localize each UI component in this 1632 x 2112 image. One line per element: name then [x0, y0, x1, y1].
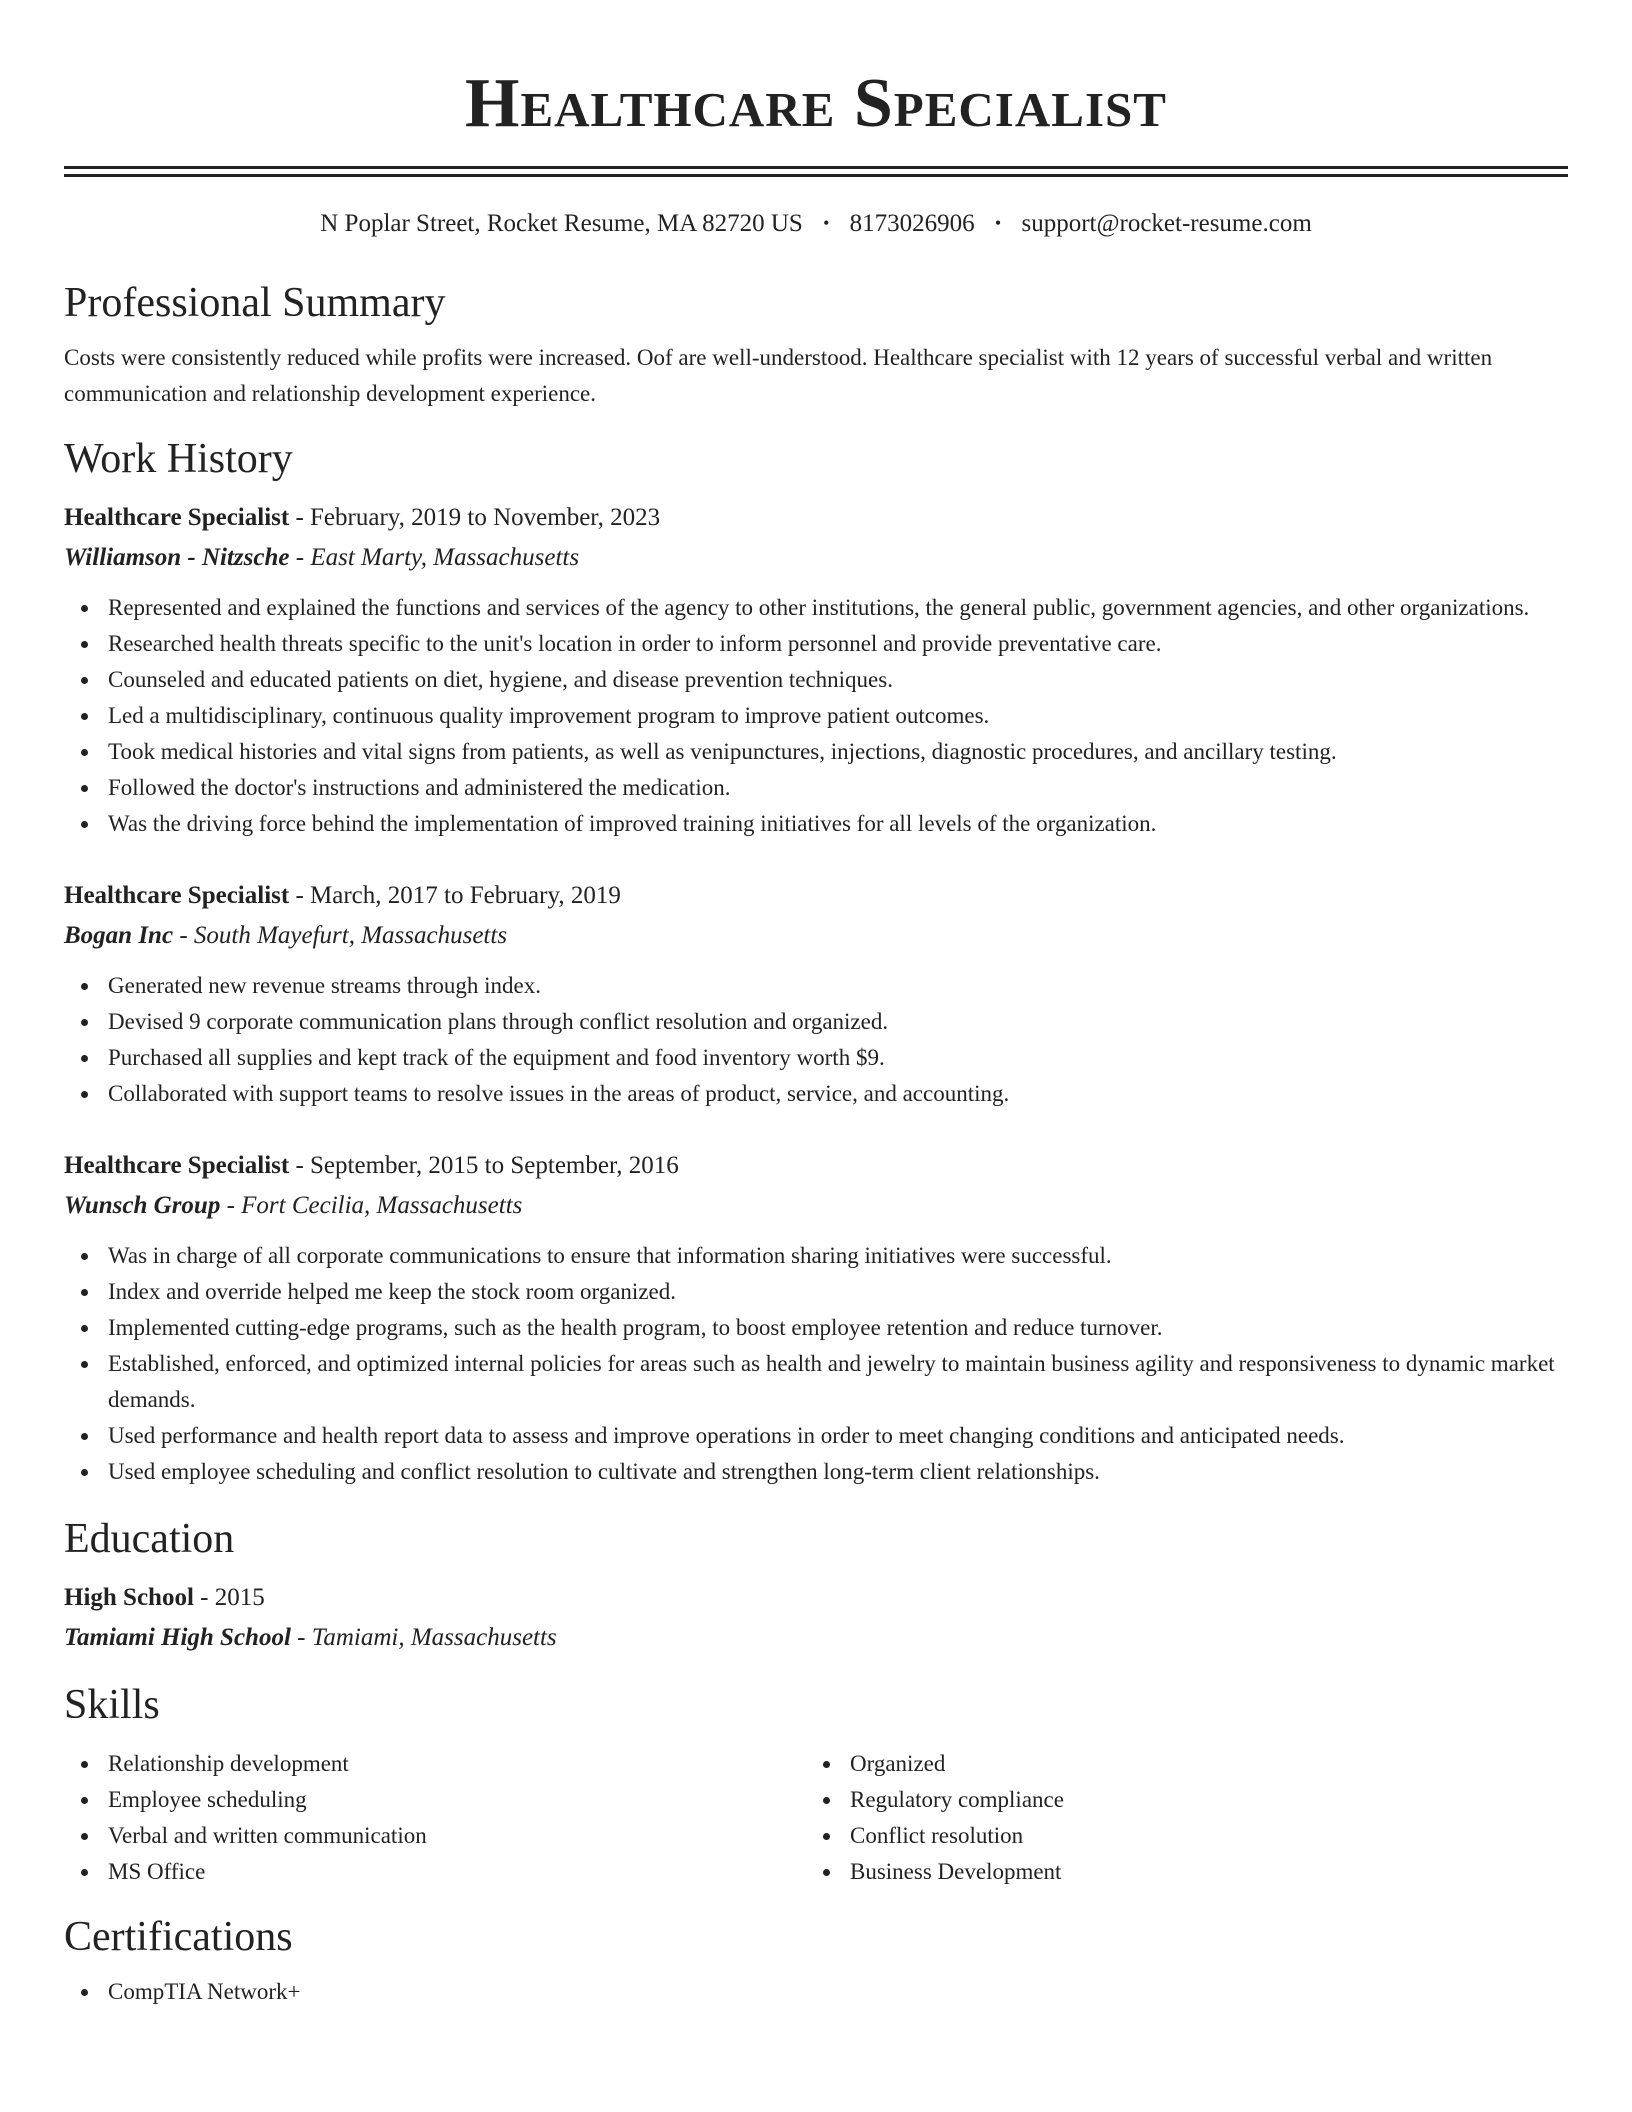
certifications-heading: Certifications — [64, 1914, 293, 1960]
skill-item: Organized — [850, 1746, 1548, 1782]
list-item: Established, enforced, and optimized internal policies for areas such as health and jewelry to maintain business agility and responsiveness to dynamic market demands. — [108, 1346, 1568, 1418]
contact-line — [64, 209, 1568, 240]
job-title-line — [64, 498, 1568, 538]
contact-separator: • — [994, 213, 1002, 233]
education-entry — [64, 1578, 1568, 1658]
list-item: Used employee scheduling and conflict resolution to cultivate and strengthen long-term client relationships. — [108, 1454, 1568, 1490]
contact-address: N Poplar Street, Rocket Resume, MA 82720 US — [320, 210, 803, 237]
job-company-line — [64, 916, 1568, 956]
job-company: Williamson - Nitzsche — [64, 544, 290, 571]
list-item: Counseled and educated patients on diet, hygiene, and disease prevention techniques. — [108, 662, 1568, 698]
job-company-line — [64, 538, 1568, 578]
list-item: Led a multidisciplinary, continuous quality improvement program to improve patient outcomes. — [108, 698, 1568, 734]
education-degree-line — [64, 1578, 1568, 1618]
contact-phone: 8173026906 — [849, 210, 975, 237]
job-entry — [64, 876, 1568, 1112]
skills-right-column — [806, 1746, 1548, 1890]
education-degree: High School — [64, 1584, 194, 1611]
skill-item: Business Development — [850, 1854, 1548, 1890]
certification-item: CompTIA Network+ — [108, 1974, 1568, 2010]
skill-item: Verbal and written communication — [108, 1818, 806, 1854]
skill-item: Conflict resolution — [850, 1818, 1548, 1854]
job-title-line — [64, 1146, 1568, 1186]
job-dates: - February, 2019 to November, 2023 — [289, 504, 661, 531]
job-role: Healthcare Specialist — [64, 882, 290, 909]
job-bullets — [64, 590, 1568, 842]
skill-item: Employee scheduling — [108, 1782, 806, 1818]
education-school-line — [64, 1618, 1568, 1658]
job-dates: - March, 2017 to February, 2019 — [289, 882, 621, 909]
list-item: Implemented cutting-edge programs, such as the health program, to boost employee retention and reduce turnover. — [108, 1310, 1568, 1346]
skill-item: Regulatory compliance — [850, 1782, 1548, 1818]
job-location: - Fort Cecilia, Massachusetts — [220, 1192, 523, 1219]
resume-page — [64, 0, 1568, 2010]
list-item: Generated new revenue streams through index. — [108, 968, 1568, 1004]
list-item: Followed the doctor's instructions and administered the medication. — [108, 770, 1568, 806]
job-role: Healthcare Specialist — [64, 1152, 290, 1179]
skill-item: Relationship development — [108, 1746, 806, 1782]
job-location: - South Mayefurt, Massachusetts — [173, 922, 508, 949]
job-role: Healthcare Specialist — [64, 504, 290, 531]
list-item: Took medical histories and vital signs from patients, as well as venipunctures, injections, diagnostic procedures, and ancillary testing. — [108, 734, 1568, 770]
job-title-line — [64, 876, 1568, 916]
skills-left-column — [64, 1746, 806, 1890]
job-company-line — [64, 1186, 1568, 1226]
education-school: Tamiami High School — [64, 1624, 291, 1651]
list-item: Collaborated with support teams to resolve issues in the areas of product, service, and accounting. — [108, 1076, 1568, 1112]
job-company: Bogan Inc — [64, 922, 174, 949]
list-item: Researched health threats specific to the unit's location in order to inform personnel and provide preventative care. — [108, 626, 1568, 662]
work-history-heading: Work History — [64, 436, 293, 482]
job-location: - East Marty, Massachusetts — [289, 544, 580, 571]
job-dates: - September, 2015 to September, 2016 — [289, 1152, 679, 1179]
education-heading: Education — [64, 1516, 235, 1562]
list-item: Devised 9 corporate communication plans through conflict resolution and organized. — [108, 1004, 1568, 1040]
resume-name: Healthcare Specialist — [465, 65, 1167, 142]
list-item: Represented and explained the functions and services of the agency to other institutions, the general public, government agencies, and other organizations. — [108, 590, 1568, 626]
contact-email: support@rocket-resume.com — [1021, 210, 1312, 237]
job-entry — [64, 1146, 1568, 1490]
job-bullets — [64, 968, 1568, 1112]
summary-text: Costs were consistently reduced while profits were increased. Oof are well-understood. Healthcare specialist with 12 years of successful verbal and written communication and relationship development experience. — [64, 345, 1493, 406]
list-item: Was the driving force behind the implementation of improved training initiatives for all levels of the organization. — [108, 806, 1568, 842]
certifications-list — [64, 1974, 1568, 2010]
education-location: - Tamiami, Massachusetts — [290, 1624, 557, 1651]
list-item: Was in charge of all corporate communications to ensure that information sharing initiatives were successful. — [108, 1238, 1568, 1274]
job-company: Wunsch Group — [64, 1192, 221, 1219]
education-year: - 2015 — [193, 1584, 265, 1611]
contact-separator: • — [823, 213, 830, 233]
skill-item: MS Office — [108, 1854, 806, 1890]
job-bullets — [64, 1238, 1568, 1490]
list-item: Index and override helped me keep the stock room organized. — [108, 1274, 1568, 1310]
list-item: Purchased all supplies and kept track of the equipment and food inventory worth $9. — [108, 1040, 1568, 1076]
skills-columns — [64, 1746, 1568, 1890]
summary-heading: Professional Summary — [64, 280, 446, 326]
list-item: Used performance and health report data to assess and improve operations in order to meet changing conditions and anticipated needs. — [108, 1418, 1568, 1454]
skills-heading: Skills — [64, 1682, 160, 1728]
job-entry — [64, 498, 1568, 842]
header-divider — [64, 166, 1568, 177]
